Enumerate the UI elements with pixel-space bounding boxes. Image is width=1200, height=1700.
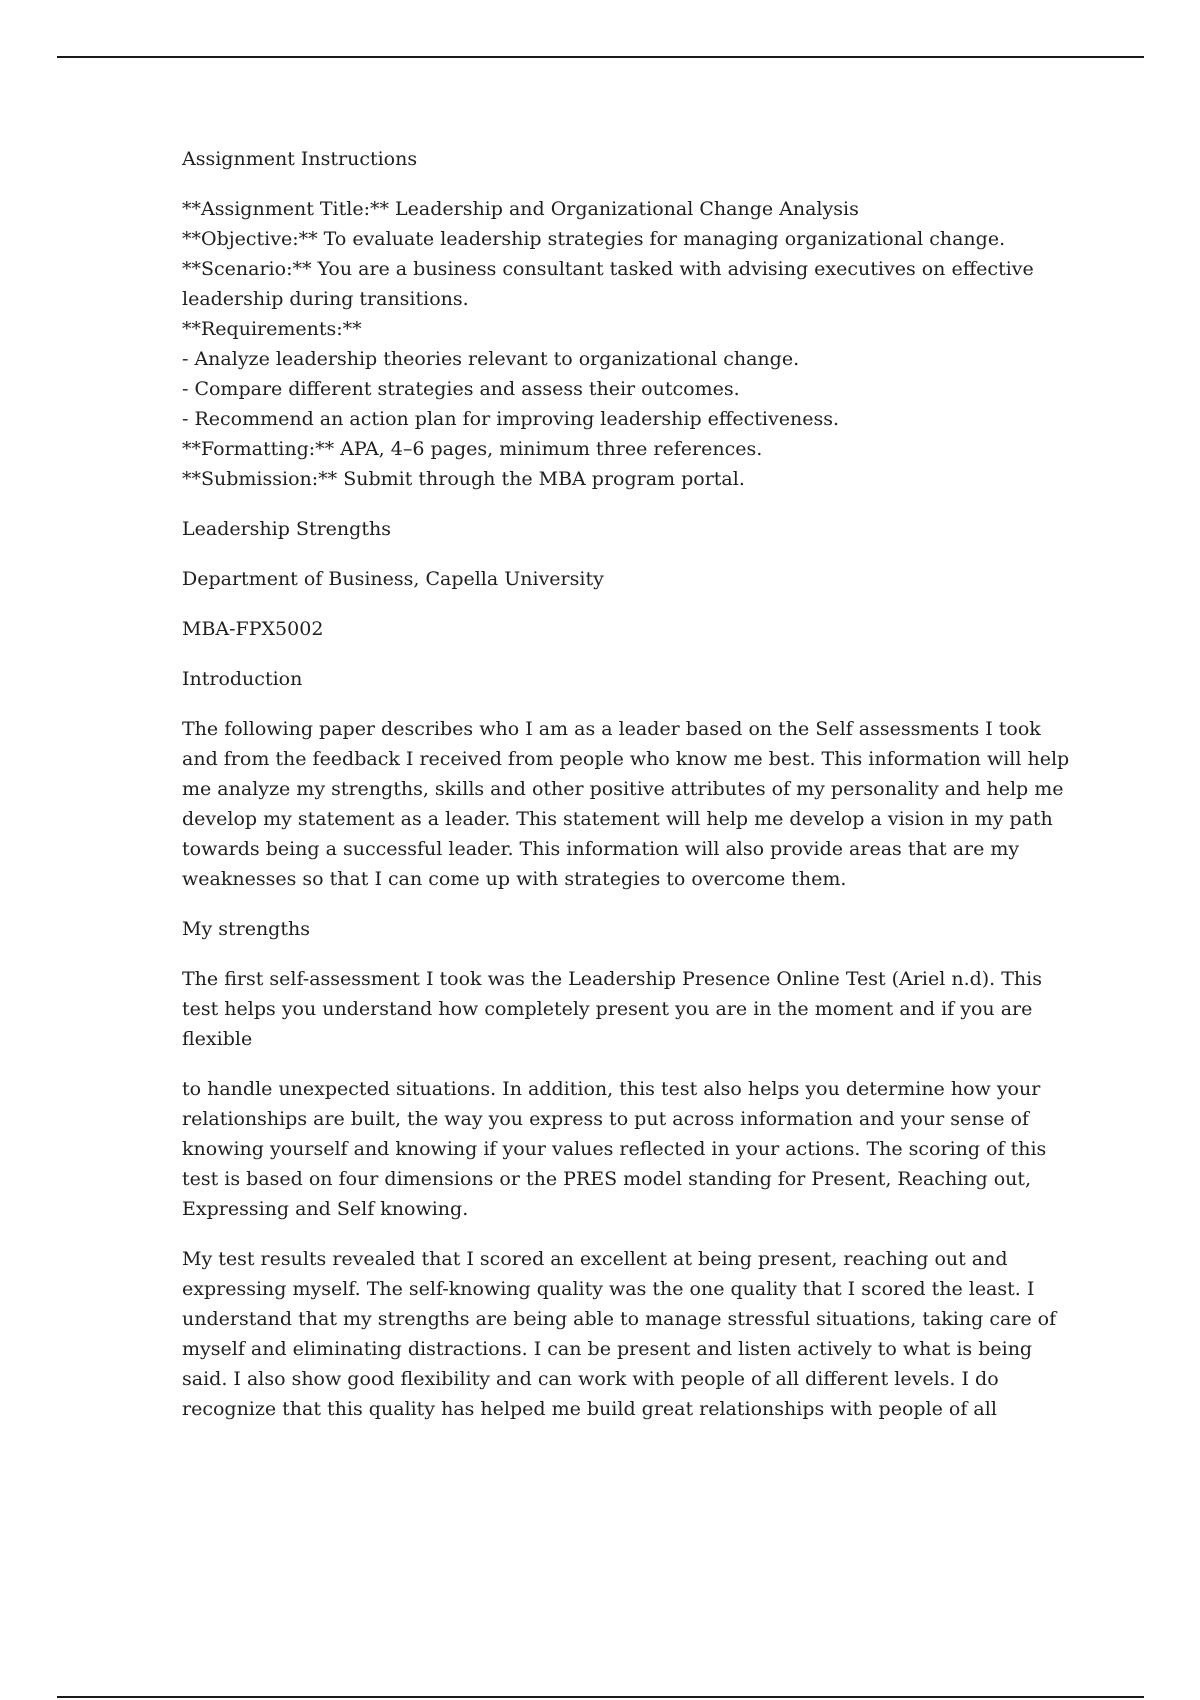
instruction-line: **Requirements:** bbox=[182, 318, 362, 340]
text-line: myself and eliminating distractions. I can be present and listen actively to what is being bbox=[182, 1338, 1033, 1360]
text-line: Expressing and Self knowing. bbox=[182, 1198, 469, 1220]
page-top-rule bbox=[57, 56, 1144, 58]
text-line: knowing yourself and knowing if your values reflected in your actions. The scoring of this bbox=[182, 1138, 1047, 1160]
assignment-heading: Assignment Instructions bbox=[182, 148, 418, 170]
text-line: expressing myself. The self-knowing quality was the one quality that I scored the least. I bbox=[182, 1278, 1035, 1300]
department: Department of Business, Capella University bbox=[182, 568, 604, 590]
page-bottom-rule bbox=[57, 1696, 1144, 1698]
text-line: test helps you understand how completely present you are in the moment and if you are bbox=[182, 998, 1033, 1020]
strengths-paragraph-2 bbox=[182, 1074, 1062, 1224]
text-line: said. I also show good flexibility and can work with people of all different levels. I do bbox=[182, 1368, 999, 1390]
text-line: flexible bbox=[182, 1028, 253, 1050]
text-line: My test results revealed that I scored an excellent at being present, reaching out and bbox=[182, 1248, 1008, 1270]
instruction-line: **Formatting:** APA, 4–6 pages, minimum three references. bbox=[182, 438, 763, 460]
intro-heading: Introduction bbox=[182, 668, 303, 690]
text-line: me analyze my strengths, skills and other positive attributes of my personality and help me bbox=[182, 778, 1064, 800]
text-line: towards being a successful leader. This information will also provide areas that are my bbox=[182, 838, 1020, 860]
document-body bbox=[182, 144, 1070, 1444]
text-line: The first self-assessment I took was the Leadership Presence Online Test (Ariel n.d). This bbox=[182, 968, 1043, 990]
instruction-line: **Submission:** Submit through the MBA program portal. bbox=[182, 468, 745, 490]
paper-title: Leadership Strengths bbox=[182, 518, 391, 540]
text-line: to handle unexpected situations. In addition, this test also helps you determine how your bbox=[182, 1078, 1041, 1100]
instruction-line: - Recommend an action plan for improving leadership effectiveness. bbox=[182, 408, 840, 430]
text-line: understand that my strengths are being able to manage stressful situations, taking care of bbox=[182, 1308, 1057, 1330]
instruction-line: - Compare different strategies and assess their outcomes. bbox=[182, 378, 740, 400]
course-code: MBA-FPX5002 bbox=[182, 618, 324, 640]
text-line: and from the feedback I received from people who know me best. This information will help bbox=[182, 748, 1070, 770]
strengths-paragraph-1 bbox=[182, 964, 1062, 1054]
instruction-line: **Assignment Title:** Leadership and Organizational Change Analysis bbox=[182, 198, 859, 220]
instruction-line: **Scenario:** You are a business consultant tasked with advising executives on effective bbox=[182, 258, 1034, 280]
assignment-instructions bbox=[182, 194, 1062, 494]
instruction-line: - Analyze leadership theories relevant to organizational change. bbox=[182, 348, 800, 370]
instruction-line: leadership during transitions. bbox=[182, 288, 469, 310]
text-line: The following paper describes who I am as a leader based on the Self assessments I took bbox=[182, 718, 1041, 740]
text-line: develop my statement as a leader. This statement will help me develop a vision in my path bbox=[182, 808, 1053, 830]
strengths-heading: My strengths bbox=[182, 918, 310, 940]
text-line: relationships are built, the way you express to put across information and your sense of bbox=[182, 1108, 1029, 1130]
text-line: weaknesses so that I can come up with strategies to overcome them. bbox=[182, 868, 847, 890]
strengths-paragraph-3 bbox=[182, 1244, 1062, 1424]
intro-paragraph bbox=[182, 714, 1070, 894]
instruction-line: **Objective:** To evaluate leadership strategies for managing organizational change. bbox=[182, 228, 1006, 250]
text-line: test is based on four dimensions or the PRES model standing for Present, Reaching out, bbox=[182, 1168, 1032, 1190]
text-line: recognize that this quality has helped me build great relationships with people of all bbox=[182, 1398, 997, 1420]
